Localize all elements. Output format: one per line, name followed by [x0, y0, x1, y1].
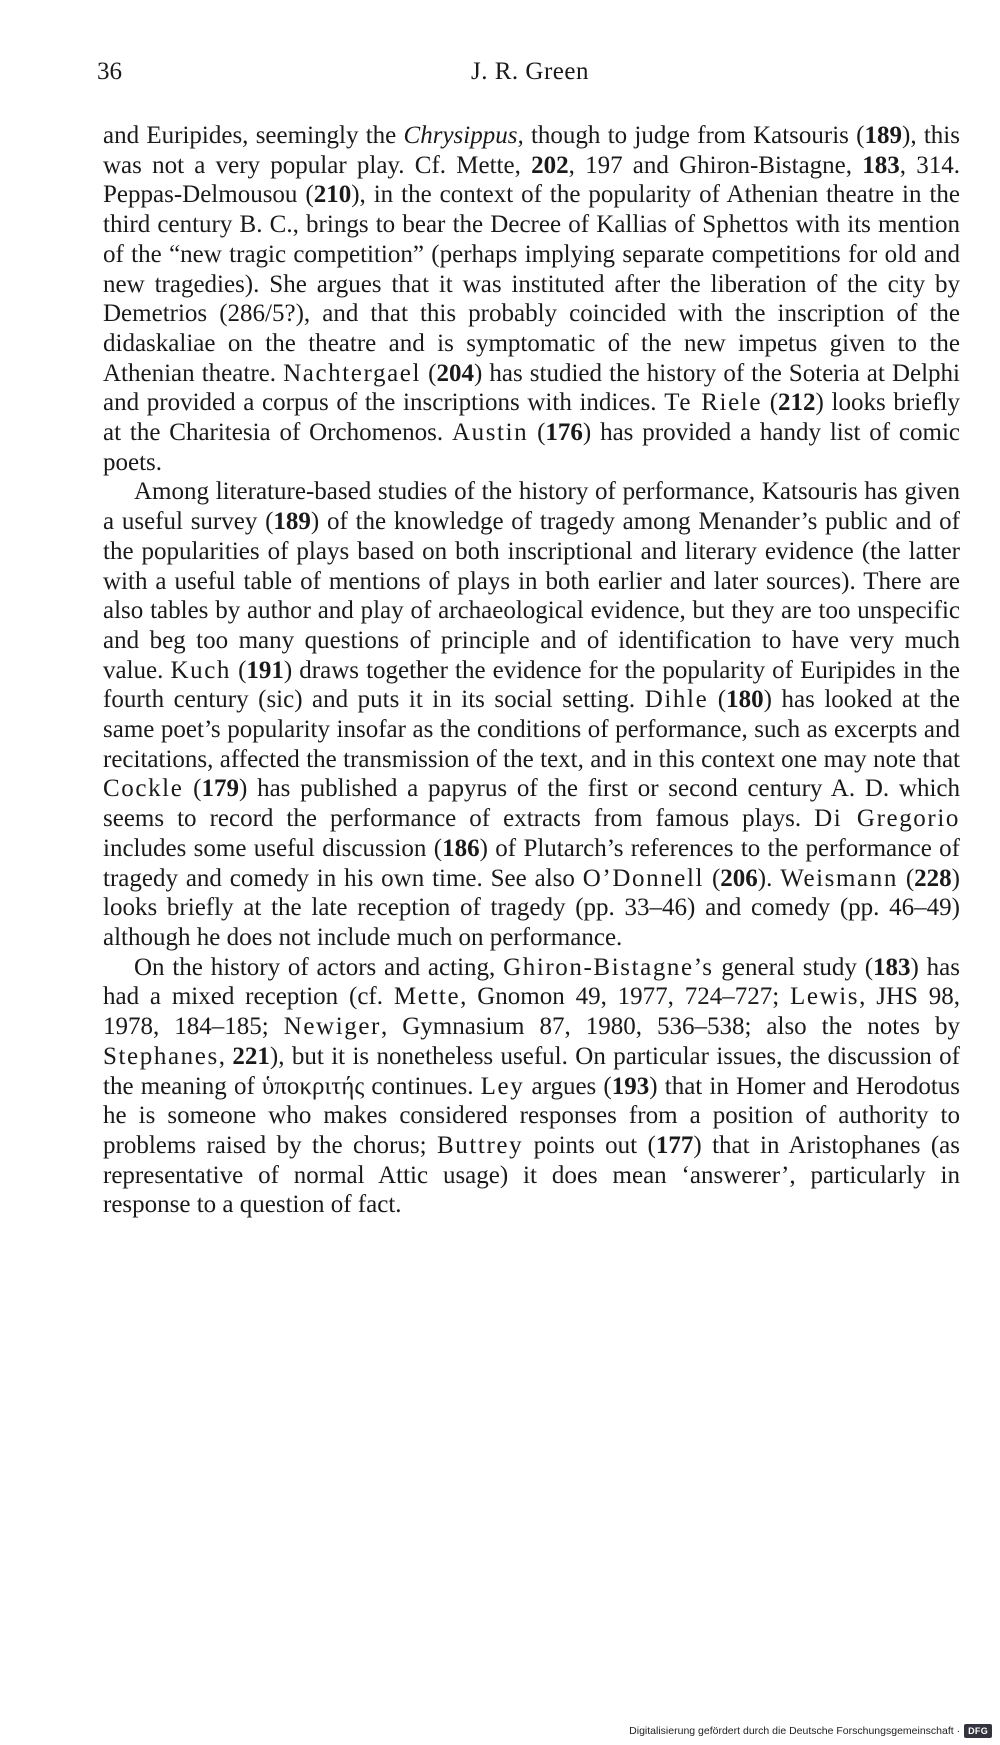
text-run: , JHS 98, 1978, 184–185;: [103, 983, 960, 1041]
reference-number: 193: [611, 1072, 650, 1100]
running-head: [97, 58, 963, 94]
author-name: Kuch: [170, 656, 232, 684]
author-name: Dihle: [644, 686, 709, 714]
author-name: Mette: [393, 983, 461, 1011]
paragraph-2: [103, 477, 960, 952]
text-run: ) of Plutarch’s references to the performance of tragedy and comedy in his own time. See also: [103, 834, 960, 892]
text-run: ) looks briefly at the Charitesia of Orchomenos.: [103, 389, 961, 447]
text-run: (: [762, 389, 779, 417]
text-run: ), in the context of the popularity of Athenian theatre in the third century B. C., brings to bear the Decree of Kallias of Sphettos with its mention of the “new tragic competition” (perhaps implying separate competitions for old and new tragedies). She argues that it was instituted after the liberation of the city by Demetrios (286/5?), and that this probably coincided with the inscription of the didaskaliae on the theatre and is symptomatic of the new impetus given to the Athenian theatre.: [103, 181, 960, 387]
running-title: J. R. Green: [471, 58, 589, 85]
text-run: ), this was not a very popular play. Cf. Mette,: [103, 122, 960, 179]
author-name: Ghiron-Bistagne’s: [503, 953, 714, 981]
text-run: points out (: [523, 1131, 656, 1159]
text-run: ) draws together the evidence for the popularity of Euripides in the fourth century (sic) and puts it in its social setting.: [103, 656, 960, 714]
author-name: Te Riele: [664, 389, 763, 417]
reference-number: 189: [273, 508, 311, 536]
reference-number: 206: [720, 864, 758, 892]
text-run: (: [708, 686, 727, 714]
text-run: ) looks briefly at the late reception of tragedy (pp. 33–46) and comedy (pp. 46–49) although he does not include much on performance.: [103, 864, 960, 951]
text-run: argues (: [524, 1072, 612, 1100]
text-run: ) has had a mixed reception (cf.: [103, 953, 960, 1011]
text-run: Among literature-based studies of the history of performance, Katsouris has given a useful survey (: [103, 478, 960, 536]
reference-number: 183: [873, 953, 911, 981]
reference-number: 177: [655, 1131, 694, 1159]
reference-number: 212: [778, 389, 816, 417]
reference-number: 228: [914, 864, 952, 892]
body-text: [103, 121, 960, 1220]
text-run: includes some useful discussion (: [103, 834, 443, 862]
digitization-note: Digitalisierung gefördert durch die Deutsche Forschungsgemeinschaft ·: [629, 1725, 961, 1737]
text-run: (: [528, 419, 546, 447]
reference-number: 210: [313, 181, 352, 209]
text-run: , 314. Peppas-Delmousou (: [103, 151, 961, 209]
reference-number: 204: [436, 359, 474, 387]
author-name: Austin: [451, 419, 529, 447]
text-run: , 197 and Ghiron-Bistagne,: [568, 151, 863, 179]
text-run: ) has published a papyrus of the first or second century A. D. which seems to record the performance of extracts from famous plays.: [103, 775, 960, 833]
reference-number: 189: [864, 122, 903, 149]
text-run: though to judge from Katsouris (: [523, 122, 865, 149]
dfg-logo: DFG: [964, 1724, 992, 1738]
reference-number: 202: [531, 151, 569, 179]
text-run: ) of the knowledge of tragedy among Menander’s public and of the popularities of plays based on both inscriptional and literary evidence (the latter with a useful table of mentions of plays in both earlier and later sources). There are also tables by author and play of archaeological evidence, but they are too unspecific and beg too many questions of principle and of identification to have very much value.: [103, 508, 960, 684]
italic-title: Chrysippus,: [403, 122, 524, 149]
digitization-footer: [629, 1721, 992, 1741]
reference-number: 186: [442, 834, 480, 862]
text-run: , Gymnasium 87, 1980, 536–538; also the notes by: [380, 1013, 960, 1041]
text-run: ), but it is nonetheless useful. On particular issues, the discussion of the meaning of ὑποκριτής continues.: [103, 1042, 960, 1100]
author-name: Lewis: [790, 983, 860, 1011]
text-run: (: [231, 656, 247, 684]
author-name: Newiger: [283, 1013, 381, 1041]
author-name: Ley: [480, 1072, 525, 1100]
text-run: ) has provided a handy list of comic poets.: [103, 419, 960, 476]
text-run: ) has looked at the same poet’s popularity insofar as the conditions of performance, such as excerpts and recitations, affected the transmission of the text, and in this context one may note that: [103, 686, 961, 773]
author-name: Cockle: [103, 775, 184, 803]
reference-number: 180: [726, 686, 764, 714]
reference-number: 176: [545, 419, 583, 447]
text-run: (: [421, 359, 437, 387]
author-name: Weismann: [780, 864, 898, 892]
reference-number: 191: [246, 656, 284, 684]
text-run: and Euripides, seemingly the: [103, 122, 404, 149]
text-run: (: [183, 775, 202, 803]
page-number: 36: [97, 58, 122, 85]
text-run: general study (: [713, 953, 874, 981]
text-run: ) that in Aristophanes (as representative of normal Attic usage) it does mean ‘answerer’, particularly in response to a question of fact.: [103, 1131, 960, 1219]
author-name: O’Donnell: [582, 864, 705, 892]
author-name: Buttrey: [436, 1131, 524, 1159]
reference-number: 183: [862, 151, 900, 179]
reference-number: 179: [201, 775, 239, 803]
text-run: ) has studied the history of the Soteria at Delphi and provided a corpus of the inscriptions with indices.: [103, 359, 960, 417]
text-run: ) that in Homer and Herodotus he is someone who makes considered responses from a position of authority to problems raised by the chorus;: [103, 1072, 960, 1159]
author-name: Stephanes: [103, 1042, 219, 1070]
text-run: On the history of actors and acting,: [134, 953, 504, 981]
text-run: ,: [218, 1042, 233, 1070]
reference-number: 221: [232, 1042, 270, 1070]
text-run: ).: [757, 864, 781, 892]
author-name: Di Gregorio: [814, 805, 960, 833]
text-run: (: [704, 864, 721, 892]
text-run: , Gnomon 49, 1977, 724–727;: [460, 983, 791, 1011]
paragraph-3: [103, 953, 960, 1220]
paragraph-1: [103, 121, 960, 477]
author-name: Nachtergael: [283, 359, 422, 387]
text-run: (: [897, 864, 915, 892]
